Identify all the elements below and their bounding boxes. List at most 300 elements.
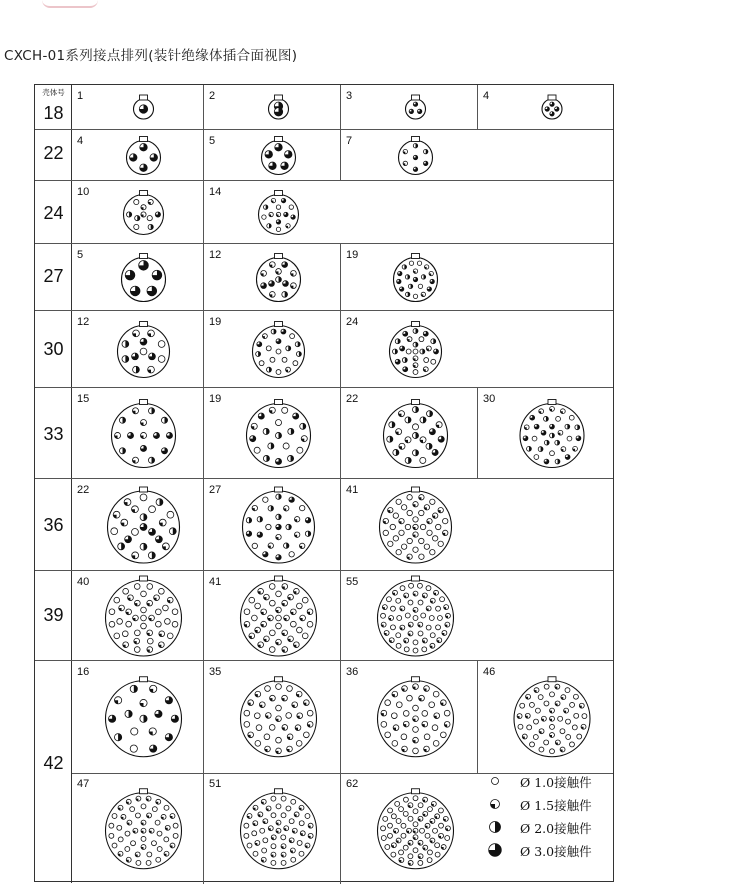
contact-count: 41 [209, 576, 222, 588]
contact-pin [256, 725, 262, 731]
contact-pin [303, 732, 309, 738]
contact-pin [150, 154, 157, 161]
legend-label: Ø 3.0接触件 [520, 844, 592, 859]
contact-pin [284, 825, 289, 830]
contact-pin [284, 543, 289, 548]
contact-1-5-icon [488, 797, 502, 811]
contact-pin [148, 457, 154, 463]
contact-pin [161, 448, 167, 454]
contact-pin [140, 514, 147, 521]
contact-arrangement-cell [72, 571, 203, 661]
contact-pin [420, 417, 426, 423]
contact-pin [303, 700, 309, 706]
contact-pin [117, 619, 123, 625]
contact-pin [262, 848, 267, 853]
contact-pin [534, 719, 539, 724]
contact-arrangement-cell [340, 661, 477, 773]
contact-pin [413, 705, 419, 711]
contact-pin [400, 586, 405, 591]
contact-pin [432, 449, 438, 455]
contact-pin [443, 518, 448, 523]
contact-pin [524, 425, 529, 430]
contact-pin [156, 621, 162, 627]
contact-pin [399, 857, 404, 862]
contact-pin [130, 685, 137, 692]
contact-pin [123, 642, 129, 648]
contact-pin [252, 505, 257, 510]
contact-arrangement-cell [477, 661, 613, 773]
contact-pin [281, 860, 286, 865]
contact-pin [266, 805, 271, 810]
contact-pin [275, 144, 282, 151]
contact-pin [261, 270, 267, 276]
contact-pin [413, 727, 419, 733]
contact-pin [441, 844, 446, 849]
contact-pin [413, 795, 418, 800]
contact-pin [307, 710, 313, 716]
contact-pin [413, 547, 418, 552]
contact-pin [429, 702, 435, 708]
contact-pin [109, 833, 114, 838]
contact-pin [413, 167, 417, 171]
contact-pin [155, 536, 162, 543]
contact-pin [297, 627, 303, 633]
contact-arrangement-cell [72, 311, 203, 388]
contact-pin [565, 424, 570, 429]
contact-pin [299, 543, 304, 548]
contact-pin [424, 746, 430, 752]
contact-pin [403, 845, 408, 850]
connector-face-diagram [204, 661, 341, 773]
contact-count: 51 [209, 777, 222, 790]
contact-arrangement-cell [203, 311, 340, 388]
key-tab [275, 322, 283, 327]
contact-pin [419, 337, 424, 342]
contact-pin [265, 713, 271, 719]
key-tab [275, 788, 283, 793]
contact-pin [166, 432, 172, 438]
contact-pin [269, 162, 276, 169]
contact-pin [560, 729, 565, 734]
contact-pin [308, 833, 313, 838]
contact-pin [413, 356, 418, 361]
contact-pin [413, 342, 418, 347]
contact-pin [163, 605, 169, 611]
contact-pin [530, 742, 535, 747]
contact-count: 46 [483, 666, 496, 678]
contact-pin [445, 613, 450, 618]
contact-pin [271, 796, 276, 801]
contact-pin [434, 713, 440, 719]
contact-pin [408, 840, 413, 845]
shell-size-cell [35, 311, 72, 387]
contact-pin [561, 695, 566, 700]
contact-pin [165, 619, 171, 625]
contact-pin [130, 806, 135, 811]
shell-size-cell [35, 85, 72, 129]
key-tab [140, 254, 148, 259]
contact-pin [550, 451, 555, 456]
contact-pin [407, 695, 413, 701]
contact-pin [398, 271, 402, 275]
key-tab [140, 788, 148, 793]
contact-pin [423, 811, 428, 816]
shell-size: 42 [43, 753, 64, 773]
contact-pin [409, 261, 413, 265]
contact-pin [263, 552, 268, 557]
contact-pin [430, 838, 435, 843]
contact-pin [386, 597, 391, 602]
contact-pin [117, 825, 122, 830]
contact-pin [255, 627, 261, 633]
key-tab [412, 137, 420, 142]
contact-pin [544, 416, 549, 421]
contact-pin [291, 799, 296, 804]
contact-pin [491, 800, 500, 809]
contact-pin [443, 816, 448, 821]
contact-pin [259, 702, 265, 708]
contact-pin [566, 719, 571, 724]
contact-pin [413, 502, 418, 507]
shell-row [35, 243, 613, 310]
contact-pin [140, 432, 146, 438]
shell-size-cell [35, 244, 72, 310]
contact-pin [422, 711, 428, 717]
key-tab [412, 254, 420, 259]
contact-pin [390, 524, 395, 529]
contact-pin [550, 424, 555, 429]
contact-arrangement-cell [72, 85, 203, 129]
contact-pin [125, 831, 130, 836]
contact-pin [136, 860, 141, 865]
contact-pin [422, 638, 427, 643]
contact-pin [400, 346, 405, 351]
contact-count: 30 [483, 393, 496, 405]
shell-size: 36 [43, 515, 64, 535]
connector-face-diagram [341, 661, 478, 773]
connector-face-diagram [72, 244, 203, 311]
contact-count: 27 [209, 484, 222, 496]
contact-pin [147, 812, 152, 817]
contact-pin [147, 851, 152, 856]
contact-pin [438, 507, 443, 512]
key-tab [140, 487, 148, 492]
contact-pin [276, 524, 281, 529]
contact-pin [389, 422, 395, 428]
contact-pin [171, 715, 178, 722]
contact-pin [269, 262, 275, 268]
contact-pin [276, 269, 282, 275]
contact-pin [404, 638, 409, 643]
contact-pin [419, 510, 424, 515]
contact-pin [520, 703, 525, 708]
contact-pin [276, 684, 282, 690]
contact-pin [118, 805, 123, 810]
contact-pin [263, 428, 269, 434]
contact-pin [276, 828, 281, 833]
contact-arrangement-cell [72, 181, 203, 244]
contact-pin [445, 825, 450, 830]
contact-pin [156, 857, 161, 862]
contact-pin [429, 429, 435, 435]
contact-pin [297, 713, 303, 719]
shell-size: 30 [43, 339, 64, 359]
contact-pin [413, 349, 418, 354]
contact-pin [405, 524, 410, 529]
contact-pin [269, 584, 275, 590]
contact-pin [266, 524, 271, 529]
contact-pin [426, 606, 431, 611]
contact-pin [388, 541, 393, 546]
contact-pin [151, 840, 156, 845]
contact-pin [140, 699, 147, 706]
contact-pin [132, 457, 138, 463]
contact-pin [281, 812, 286, 817]
contact-arrangement-cell [203, 773, 340, 885]
contact-pin [149, 353, 156, 360]
contact-pin [283, 281, 289, 287]
contact-pin [407, 554, 412, 559]
contact-pin [141, 828, 146, 833]
contact-pin [247, 843, 252, 848]
contact-pin [132, 552, 139, 559]
contact-pin [288, 594, 294, 600]
contact-pin [126, 857, 131, 862]
contact-pin [284, 615, 290, 621]
connector-face-diagram [341, 130, 478, 181]
contact-pin [148, 552, 155, 559]
contact-pin [437, 616, 442, 621]
contact-pin [276, 591, 282, 597]
contact-pin [140, 144, 147, 151]
contact-pin [244, 721, 250, 727]
contact-pin [406, 349, 411, 354]
contact-pin [140, 419, 146, 425]
contact-pin [418, 802, 423, 807]
contact-pin [550, 407, 555, 412]
contact-pin [294, 532, 299, 537]
contact-pin [560, 409, 565, 414]
contact-pin [299, 820, 304, 825]
contact-pin [154, 595, 160, 601]
contact-pin [430, 499, 435, 504]
connector-face-diagram [204, 85, 341, 129]
contact-pin [413, 517, 418, 522]
connector-face-diagram [341, 571, 478, 661]
contact-pin [420, 457, 426, 463]
contact-pin [289, 818, 294, 823]
contact-count: 22 [346, 393, 359, 405]
contact-pin [135, 216, 140, 221]
contact-pin [270, 695, 276, 701]
contact-pin [423, 845, 428, 850]
shell-size: 18 [43, 103, 64, 123]
contact-pin [430, 633, 435, 638]
contact-pin [412, 407, 418, 413]
contact-pin [430, 643, 435, 648]
contact-pin [170, 843, 175, 848]
contact-pin [291, 215, 295, 219]
contact-pin [149, 615, 155, 621]
contact-pin [558, 716, 563, 721]
contact-pin [159, 588, 165, 594]
contact-pin [134, 638, 140, 644]
contact-pin [405, 417, 411, 423]
contact-pin [301, 436, 307, 442]
shell-size-cell [35, 130, 72, 180]
contact-pin [413, 532, 418, 537]
contact-pin [566, 735, 571, 740]
contact-pin [429, 271, 433, 275]
contact-pin [426, 346, 431, 351]
contact-pin [408, 860, 413, 865]
contact-pin [444, 721, 450, 727]
contact-pin [257, 342, 262, 347]
contact-pin [147, 630, 153, 636]
contact-pin [111, 528, 118, 535]
contact-pin [291, 621, 297, 627]
contact-pin [150, 685, 157, 692]
contact-pin [395, 359, 400, 364]
legend-label: Ø 2.0接触件 [520, 821, 592, 836]
contact-pin [432, 536, 437, 541]
contact-pin [305, 531, 310, 536]
contact-pin [152, 806, 157, 811]
contact-pin [555, 459, 560, 464]
contact-pin [252, 615, 258, 621]
contact-pin [392, 691, 398, 697]
decorative-mark [42, 0, 98, 8]
key-tab [275, 400, 283, 405]
connector-face-diagram [341, 479, 478, 571]
contact-pin [573, 446, 578, 451]
contact-pin [430, 549, 435, 554]
shell-row [35, 387, 613, 478]
connector-face-diagram [204, 388, 341, 479]
contact-pin [276, 639, 282, 645]
contact-pin [385, 844, 390, 849]
contact-pin [431, 359, 436, 364]
contact-arrangement-cell [340, 244, 477, 311]
contact-pin [148, 408, 154, 414]
contact-pin [300, 423, 306, 429]
contact-count: 15 [77, 393, 90, 405]
contact-pin [385, 700, 391, 706]
shell-size: 22 [43, 143, 64, 163]
contact-pin [402, 265, 406, 269]
contact-pin [436, 606, 441, 611]
contact-pin [122, 341, 129, 348]
contact-pin [147, 584, 153, 590]
contact-pin [146, 796, 151, 801]
contact-pin [131, 840, 136, 845]
connector-face-diagram [204, 479, 341, 571]
contact-pin [408, 600, 413, 605]
contact-pin [167, 511, 174, 518]
contact-pin [161, 417, 167, 423]
contact-pin [560, 747, 565, 752]
contact-pin [127, 432, 133, 438]
contact-pin [413, 616, 418, 621]
contact-arrangement-cell [340, 479, 477, 571]
contact-pin [140, 715, 147, 722]
contact-pin [405, 292, 409, 296]
contact-pin [126, 621, 132, 627]
contact-pin [114, 597, 120, 603]
contact-pin [258, 811, 263, 816]
key-tab [140, 191, 148, 196]
contact-pin [287, 734, 293, 740]
contact-pin [265, 746, 271, 752]
contact-arrangement-cell [203, 130, 340, 181]
contact-pin [401, 833, 406, 838]
contact-pin [492, 778, 499, 785]
contact-pin [282, 357, 287, 362]
connector-face-diagram [72, 311, 203, 388]
contact-pin [413, 294, 417, 298]
contact-pin [276, 820, 281, 825]
contact-pin [286, 524, 291, 529]
contact-pin [440, 700, 446, 706]
contact-pin [574, 713, 579, 718]
contact-pin [413, 607, 418, 612]
contact-pin [286, 713, 292, 719]
contact-3-0-icon [488, 843, 502, 857]
contact-pin [164, 836, 169, 841]
connector-face-diagram [72, 661, 203, 773]
contact-pin [413, 144, 417, 148]
contact-pin [570, 702, 575, 707]
contact-count: 12 [77, 316, 90, 328]
contact-pin [266, 367, 271, 372]
shell-size: 39 [43, 605, 64, 625]
contact-pin [282, 695, 288, 701]
contact-pin [141, 844, 146, 849]
key-tab [412, 788, 420, 793]
contact-pin [426, 586, 431, 591]
contact-pin [385, 732, 391, 738]
contact-pin [289, 837, 294, 842]
contact-pin [403, 711, 409, 717]
contact-pin [567, 436, 572, 441]
contact-pin [140, 445, 146, 451]
contact-pin [534, 455, 539, 460]
contact-pin [109, 715, 116, 722]
contact-count: 40 [77, 576, 90, 588]
contact-pin [561, 447, 566, 452]
contact-pin [405, 613, 410, 618]
key-tab [412, 95, 420, 100]
contact-pin [413, 821, 418, 826]
key-tab [548, 677, 556, 682]
contact-arrangement-cell [340, 388, 477, 479]
contact-pin [287, 686, 293, 692]
shell-row [35, 180, 613, 243]
contact-arrangement-cell [72, 130, 203, 181]
key-tab [275, 254, 283, 259]
contact-count: 41 [346, 484, 359, 496]
shell-size: 24 [43, 203, 64, 223]
connector-face-diagram [204, 130, 341, 181]
contact-pin [271, 198, 275, 202]
contact-count: 35 [209, 666, 222, 678]
contact-arrangement-cell [72, 388, 203, 479]
contact-pin [413, 363, 418, 368]
contact-pin [126, 799, 131, 804]
contact-pin [405, 457, 411, 463]
contact-pin [248, 732, 254, 738]
key-tab [140, 322, 148, 327]
